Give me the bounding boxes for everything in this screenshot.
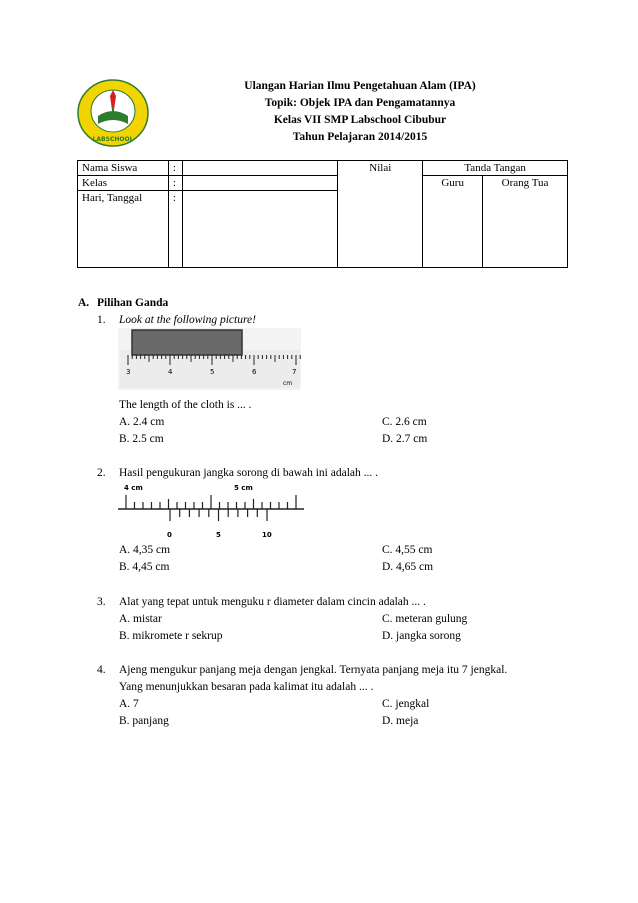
q4-text-line-2: Yang menunjukkan besaran pada kalimat itu adalah ... . xyxy=(119,681,374,693)
q2-text: Hasil pengukuran jangka sorong di bawah ini adalah ... . xyxy=(119,467,379,479)
ruler-label: 6 xyxy=(252,368,257,376)
school-logo xyxy=(76,78,150,148)
label-kelas: Kelas xyxy=(78,176,169,191)
q1-text: Look at the following picture! xyxy=(119,314,256,326)
header-line-2: Topik: Objek IPA dan Pengamatannya xyxy=(264,97,456,109)
q4-text-line-1: Ajeng mengukur panjang meja dengan jengkal. Ternyata panjang meja itu 7 jengkal. xyxy=(119,664,508,676)
q4-option-c[interactable]: C. jengkal xyxy=(382,698,430,710)
q2-option-b[interactable]: B. 4,45 cm xyxy=(119,561,170,573)
q1-option-c[interactable]: C. 2.6 cm xyxy=(382,416,427,428)
section-title: Pilihan Ganda xyxy=(97,297,169,309)
label-tanda-tangan: Tanda Tangan xyxy=(423,161,568,176)
q1-stem: The length of the cloth is ... . xyxy=(119,399,252,411)
q3-option-b[interactable]: B. mikromete r sekrup xyxy=(119,630,223,642)
q2-option-d[interactable]: D. 4,65 cm xyxy=(382,561,434,573)
q3-number: 3. xyxy=(97,596,106,608)
ruler-label: 4 xyxy=(168,368,173,376)
label-guru: Guru xyxy=(423,176,483,268)
q1-option-d[interactable]: D. 2.7 cm xyxy=(382,433,428,445)
q3-option-c[interactable]: C. meteran gulung xyxy=(382,613,468,625)
q1-option-b[interactable]: B. 2.5 cm xyxy=(119,433,164,445)
vernier-caliper-image xyxy=(118,481,304,539)
q4-option-a[interactable]: A. 7 xyxy=(119,698,139,710)
colon: : xyxy=(168,161,182,176)
label-hari: Hari, Tanggal xyxy=(78,191,169,268)
q4-number: 4. xyxy=(97,664,106,676)
ruler-label: 5 xyxy=(210,368,215,376)
label-nama: Nama Siswa xyxy=(78,161,169,176)
field-kelas[interactable] xyxy=(182,176,338,191)
logo-text: LABSCHOOL xyxy=(92,136,134,143)
main-scale-label: 4 cm xyxy=(124,484,143,492)
header-line-4: Tahun Pelajaran 2014/2015 xyxy=(292,131,428,143)
q1-option-a[interactable]: A. 2.4 cm xyxy=(119,416,165,428)
label-orang-tua: Orang Tua xyxy=(483,176,568,268)
q2-option-a[interactable]: A. 4,35 cm xyxy=(119,544,171,556)
ruler-image xyxy=(118,328,301,390)
q1-number: 1. xyxy=(97,314,106,326)
q2-number: 2. xyxy=(97,467,106,479)
label-nilai: Nilai xyxy=(338,161,423,268)
ruler-unit: cm xyxy=(283,380,293,387)
vernier-label: 5 xyxy=(216,531,221,539)
ruler-label: 3 xyxy=(126,368,131,376)
header-line-3: Kelas VII SMP Labschool Cibubur xyxy=(273,114,447,126)
q4-option-d[interactable]: D. meja xyxy=(382,715,419,727)
vernier-label: 0 xyxy=(167,531,172,539)
student-info-table xyxy=(77,160,568,268)
ruler-label: 7 xyxy=(292,368,297,376)
q2-option-c[interactable]: C. 4,55 cm xyxy=(382,544,433,556)
q3-text: Alat yang tepat untuk menguku r diameter dalam cincin adalah ... . xyxy=(119,596,426,608)
main-scale-label: 5 cm xyxy=(234,484,253,492)
colon: : xyxy=(168,191,182,268)
colon: : xyxy=(168,176,182,191)
q3-option-a[interactable]: A. mistar xyxy=(119,613,162,625)
field-hari[interactable] xyxy=(182,191,338,268)
vernier-label: 10 xyxy=(262,531,272,539)
q3-option-d[interactable]: D. jangka sorong xyxy=(382,630,461,642)
field-nama[interactable] xyxy=(182,161,338,176)
q4-option-b[interactable]: B. panjang xyxy=(119,715,169,727)
header-line-1: Ulangan Harian Ilmu Pengetahuan Alam (IPA) xyxy=(244,80,476,92)
section-letter: A. xyxy=(78,297,90,309)
